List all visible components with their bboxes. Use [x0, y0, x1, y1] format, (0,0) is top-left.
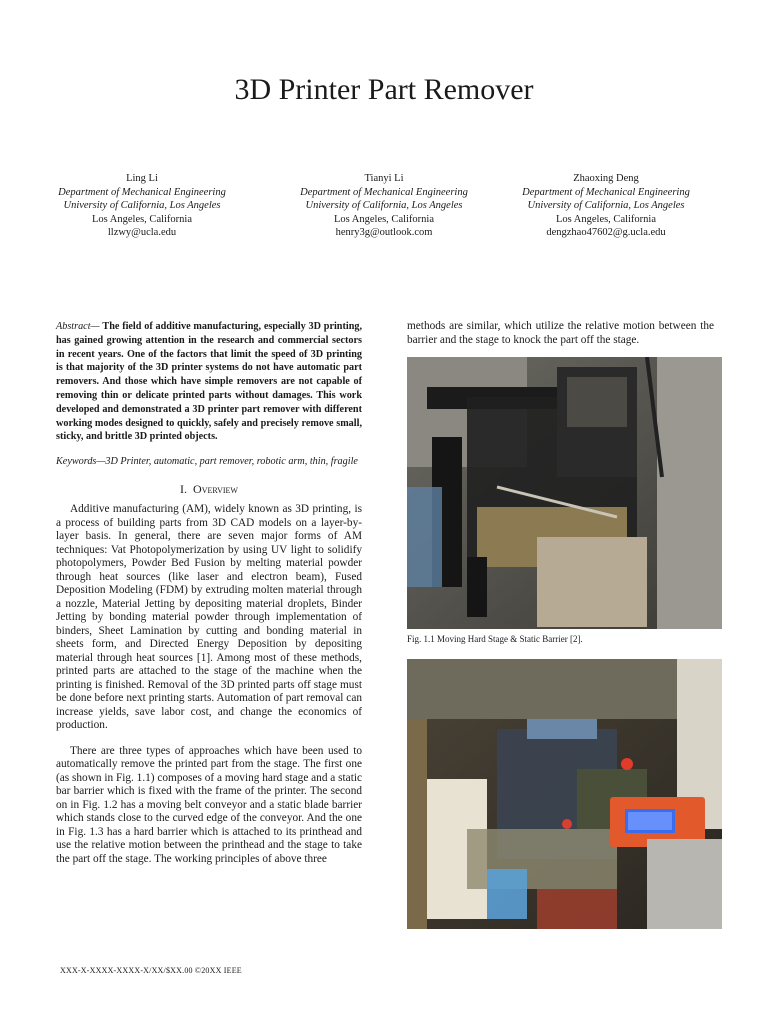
author-block: [506, 172, 706, 240]
section-number: I.: [180, 481, 188, 496]
body-paragraph-continued: methods are similar, which utilize the relative motion between the barrier and the stage to knock the part off the stage.: [407, 320, 714, 346]
author-department: Department of Mechanical Engineering: [300, 186, 468, 198]
author-name: Zhaoxing Deng: [573, 173, 639, 184]
author-university: University of California, Los Angeles: [63, 200, 221, 212]
author-department: Department of Mechanical Engineering: [58, 186, 226, 198]
figure-1-caption: Fig. 1.1 Moving Hard Stage & Static Barrier [2].: [407, 634, 583, 644]
figure-2-photo: [407, 659, 722, 929]
author-university: University of California, Los Angeles: [527, 200, 685, 212]
paper-title: 3D Printer Part Remover: [234, 73, 534, 106]
abstract-lead: Abstract—: [56, 321, 100, 332]
left-column: [56, 320, 362, 866]
author-city: Los Angeles, California: [555, 213, 657, 225]
body-paragraph: There are three types of approaches which have been used to automatically remove the printed part from the stage. The first one (as shown in Fig. 1.1) composes of a moving hard stage and a static bar barrier which is fixed with the frame of the printer. The second on in Fig. 1.2 has a moving belt conveyor and a static blade barrier which stands close to the curved edge of the conveyor. And the one in Fig. 1.3 has a hard barrier which is attached to its printhead and use the relative motion between the printhead and the stage to take the part off the stage. The working principles of above three: [56, 744, 362, 865]
author-email: llzwy@ucla.edu: [107, 227, 177, 239]
author-name: Ling Li: [126, 173, 158, 184]
body-paragraph: Additive manufacturing (AM), widely known as 3D printing, is a process of building parts from 3D CAD models on a layer-by-layer basis. In general, there are seven major forms of AM techniques: Vat Photopolymerization by using UV light to solidify photopolymers, Powder Bed Fusion by melting material powder through heat sources (like laser and electron beam), Fused Deposition Modeling (FDM) by extruding molten material through a nozzle, Material Jetting by depositing material droplets, Binder Jetting by bonding material powder through implementation of binders, Sheet Lamination by cutting and bonding material in sheets form, and Directed Energy Deposition by depositing material through heat sources [1]. Among most of these methods, printed parts are attached to the stage of the machine when the printing is finished. Removal of the 3D printed parts off stage must be done before next printing starts. Automation of part removal can increase yields, save labor cost, and change the economics of production.: [56, 503, 362, 732]
author-department: Department of Mechanical Engineering: [522, 186, 690, 198]
author-university: University of California, Los Angeles: [305, 200, 463, 212]
abstract: [56, 320, 362, 444]
author-email: dengzhao47602@g.ucla.edu: [546, 227, 666, 239]
keywords: Keywords—3D Printer, automatic, part remover, robotic arm, thin, fragile: [56, 456, 358, 468]
author-city: Los Angeles, California: [91, 213, 193, 225]
author-email: henry3g@outlook.com: [335, 227, 433, 239]
author-name: Tianyi Li: [364, 173, 404, 184]
printer-photo-illustration: [407, 357, 722, 629]
copyright-footer: XXX-X-XXXX-XXXX-X/XX/$XX.00 ©20XX IEEE: [60, 966, 242, 975]
author-block: [42, 172, 242, 240]
section-title: Overview: [193, 481, 238, 496]
right-column: [407, 320, 714, 347]
printer-electronics-illustration: [407, 659, 722, 929]
author-city: Los Angeles, California: [333, 213, 435, 225]
abstract-text: The field of additive manufacturing, especially 3D printing, has gained growing attention in the research and commercial sectors in recent years. One of the factors that limit the speed of 3D printing is that majority of the 3D printer systems do not have automatic part removers. And those which have simple removers are not capable of removing thin or delicate printed parts without damages. This work developed and demonstrated a 3D printer part remover with different working modes designed to quickly, safely and precisely remove small, sticky, and brittle 3D printed objects.: [56, 321, 363, 443]
section-heading: [56, 483, 362, 497]
figure-1-photo: [407, 357, 722, 629]
author-block: [284, 172, 484, 240]
